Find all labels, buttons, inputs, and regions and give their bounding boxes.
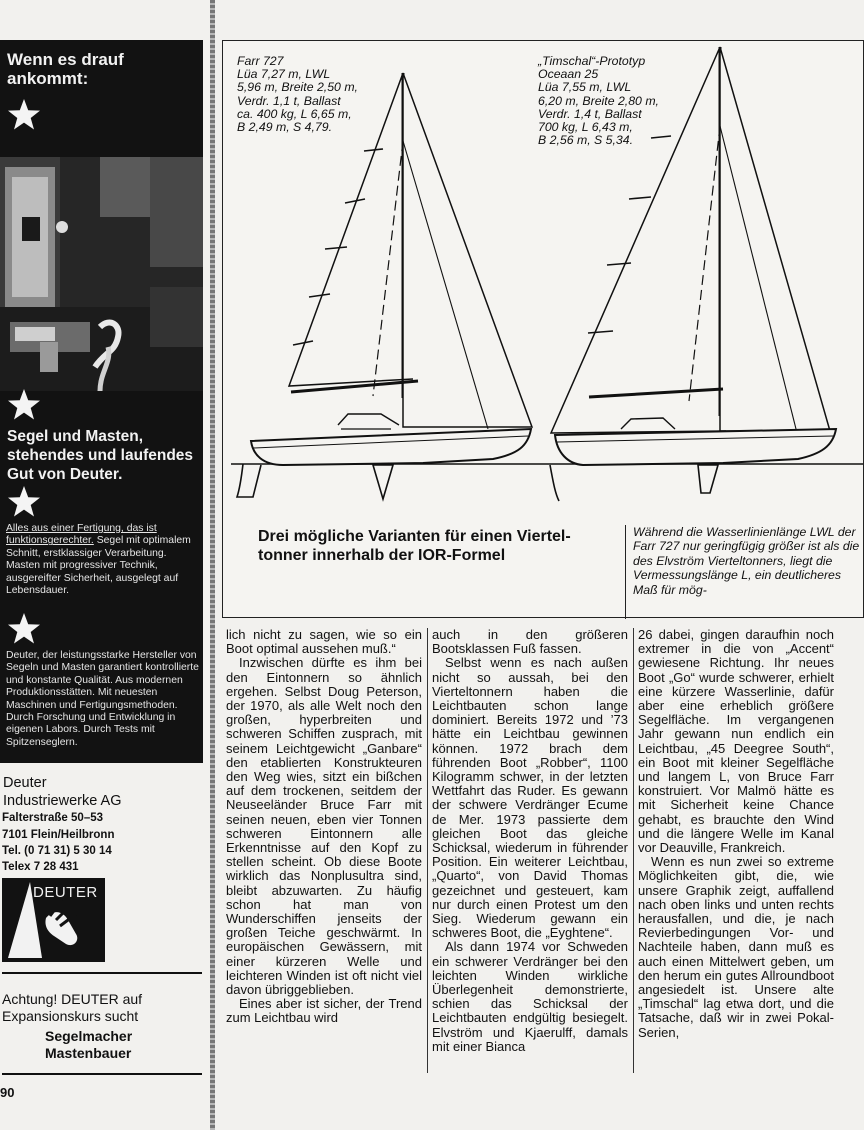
company-line-1: Deuter [3, 775, 47, 791]
page-gutter [210, 0, 215, 1130]
job-notice: Achtung! DEUTER auf Expansionskurs sucht [2, 991, 143, 1024]
star-icon [7, 485, 41, 519]
spec-line: ca. 400 kg, L 6,65 m, [237, 106, 352, 121]
telex-number: Telex 7 28 431 [2, 861, 79, 873]
spec-line: Farr 727 [237, 54, 284, 68]
column-divider [633, 628, 634, 1073]
page-number: 90 [0, 1085, 15, 1100]
spec-line: Lüa 7,55 m, LWL [538, 80, 632, 95]
article-column-2 [432, 628, 628, 1054]
ad-paragraph-manufacturer: Deuter, der leistungsstarke Hersteller von Segeln und Masten garantiert kontrollierte und konstante Qualität. Aus modernen Produktionsstätten. Mit neuesten Maschinen und Fertigungsmethoden. Durch Forschung und Entwicklung in eigenen Labors. Durch Tests mit Spitzenseglern. [6, 650, 199, 748]
figure-caption-side: Während die Wasserlinienlänge LWL der Farr 727 nur geringfügig größer ist als die des Elvström Vierteltonners, liegt die Vermessungslänge L, ein deutlicheres Maß für mög- [625, 525, 864, 619]
phone-number: Tel. (0 71 31) 5 30 14 [2, 845, 112, 857]
logo-wordmark: DEUTER [33, 884, 98, 901]
spec-line: Verdr. 1,1 t, Ballast [237, 93, 341, 108]
deuter-advertisement [0, 40, 203, 763]
ad-paragraph-quality [6, 523, 201, 597]
divider [2, 972, 202, 974]
ad-claim-details: Segel mit optimalem Schnitt, erstklassiger Verarbeitung. Masten mit progressiver Technik, ausgereifter Sicherheit, ausgelegt auf Lebensdauer. [6, 535, 191, 597]
star-icon [7, 388, 41, 422]
address-street: Falterstraße 50–53 [2, 812, 104, 824]
paragraph: Wenn es nun zwei so extreme Möglichkeiten gibt, die, wie unsere Graphik zeigt, auffallend nach oben links und unten rechts herausfallen, und die, je nach Revierbedingungen Vor- und Nachteile haben, dann muß es auch einen Mittelwert geben, um den herum ein gutes Allroundboot angesiedelt ist. Unsere alte „Timschal“ lag etwa dort, und die Tatsache, daß wir in zwei Pokal-Serien, [638, 854, 834, 1040]
spec-line: „Timschal“-Prototyp [538, 54, 646, 68]
paragraph: 26 dabei, gingen daraufhin noch extremer in die von „Accent“ gewiesene Richtung. Ihr neues Boot „Go“ wurde schwerer, erhielt eine kürzere Wasserlinie, dafür aber eine erheblich größere Segelfläche. Im vergangenen Jahr gewann nun endlich ein Leichtbau, „45 Deegree South“, ein Boot mit kleiner Segelfläche und langem L, von Bruce Farr konstruiert. Vor Malmö hätte es mit Sicherheit keine Chance gehabt, es brauchte den Wind und die längere Welle im Kanal vor Deauville, Frankreich. [638, 627, 834, 856]
figure-caption-title: Drei mögliche Varianten für einen Viertel-tonner innerhalb der IOR-Formel [258, 528, 571, 564]
spec-line: Verdr. 1,4 t, Ballast [538, 106, 642, 121]
spec-line: Lüa 7,27 m, LWL [237, 67, 331, 82]
paragraph: auch in den größeren Bootsklassen Fuß fassen. [432, 627, 628, 657]
spec-line: 5,96 m, Breite 2,50 m, [237, 80, 358, 95]
divider [2, 1073, 202, 1075]
paragraph: Eines aber ist sicher, der Trend zum Leichtbau wird [226, 996, 422, 1026]
paragraph: Inzwischen dürfte es ihm bei den Eintonnern so ähnlich ergehen. Selbst Doug Peterson, der 1970, als alle Welt noch den großen, hyperbreiten und schweren Schiffen zusprach, mit seinem Leichtgewicht „Ganbare“ den etablierten Konstrukteuren den Weg wies, sitzt ein bißchen auf dem trockenen, seitdem der Neuseeländer Bruce Farr mit seinen neuen, eben vier Tonnen schweren Eintonnern alle Erkenntnisse auf den Kopf zu stellen scheint. Ob diese Boote wirklich das Nonplusultra sind, bleibt abzuwarten. Zu häufig schon hat man von Wunderschiffen jenseits der großen Teiche geschwärmt. In europäischen Gewässern, mit einer kürzeren Welle und leichteren Winden ist oft nicht viel davon übriggeblieben. [226, 655, 422, 998]
paragraph: Als dann 1974 vor Schweden ein schwerer Verdränger bei den leichten Winden wirkliche Überlegenheit demonstrierte, schien das Schicksal der Leichtbauten endgültig besiegelt. Elvström und Kjaerulff, damals mit einer Bianca [432, 939, 628, 1054]
ad-headline: Wenn es drauf ankommt: [7, 50, 124, 88]
column-divider [427, 628, 428, 1073]
article-column-1 [226, 628, 422, 1026]
company-name [3, 774, 193, 810]
address-city: 7101 Flein/Heilbronn [2, 829, 115, 841]
spec-line: Oceaan 25 [538, 67, 599, 82]
article-column-3 [638, 628, 834, 1040]
paragraph: Selbst wenn es nach außen nicht so aussah, bei den Vierteltonnern haben die Leichtbauten schon lange dominiert. Bereits 1972 und ’73 hätte ein Leichtbau gewinnen können. 1972 brach dem führenden Boot „Robber“, 1100 Kilogramm schwer, in der letzten Wettfahrt das Ruder. Es gewann der schwere Verdränger Ecume de Mer. 1973 passierte dem gleichen Boot das gleiche Schicksal, wiederum in führender Position. Ein weiterer Leichtbau, „Quarto“, von David Thomas gezeichnet und gesteuert, kam nur durch einen Protest um den Sieg. Wiederum gewann ein schweres Boot, die „Eyghtene“. [432, 655, 628, 941]
star-icon [7, 612, 41, 646]
ad-claim: Alles aus einer Fertigung, das ist funktionsgerechter. [6, 523, 157, 547]
boat2-spec-label [538, 55, 659, 147]
spec-line: B 2,49 m, S 4,79. [237, 120, 333, 135]
spec-line: 700 kg, L 6,43 m, [538, 120, 633, 135]
spec-line: B 2,56 m, S 5,34. [538, 133, 634, 148]
job-title-sailmaker: Segelmacher [45, 1028, 133, 1044]
boat1-spec-label [237, 55, 358, 134]
ad-slogan: Segel und Masten, stehendes und laufendes Gut von Deuter. [7, 428, 194, 483]
job-title-mastmaker: Mastenbauer [45, 1045, 132, 1061]
boat-comparison-figure [222, 40, 864, 618]
company-line-2: Industriewerke AG [3, 793, 122, 809]
paragraph: lich nicht zu sagen, wie so ein Boot optimal aussehen muß.“ [226, 627, 422, 657]
spec-line: 6,20 m, Breite 2,80 m, [538, 93, 659, 108]
star-icon [7, 98, 41, 132]
mast-fitting-photo [0, 157, 203, 391]
